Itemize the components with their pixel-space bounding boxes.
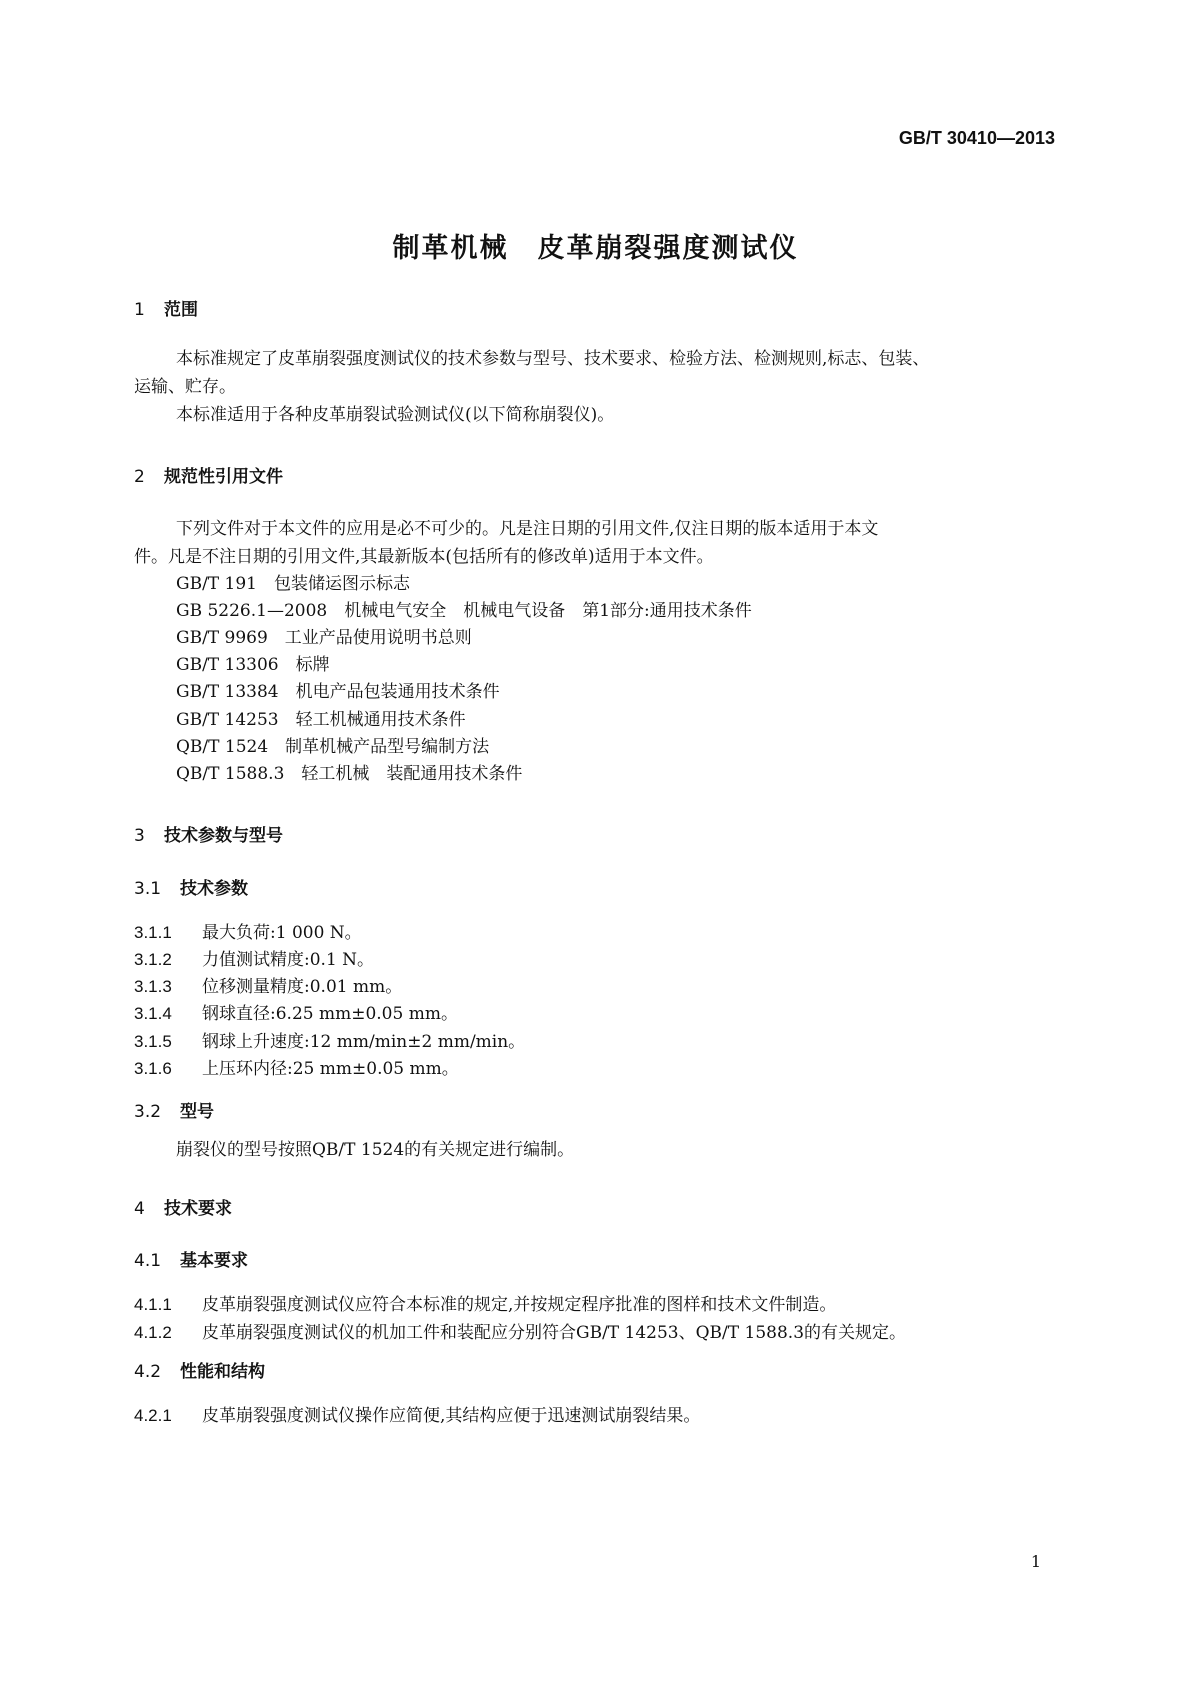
paragraph: 本标准适用于各种皮革崩裂试验测试仪(以下简称崩裂仪)。 bbox=[176, 405, 615, 425]
clause-number: 4.1.1 bbox=[134, 1295, 172, 1314]
subsection-4-2-heading bbox=[134, 1357, 265, 1382]
page-number: 1 bbox=[1030, 1552, 1041, 1571]
section-1-heading bbox=[134, 295, 198, 320]
clause-number: 3.1.3 bbox=[134, 977, 172, 996]
subsection-title: 性能和结构 bbox=[180, 1362, 265, 1382]
subsection-number: 3.1 bbox=[134, 879, 162, 899]
clause bbox=[134, 999, 458, 1024]
reference-item: GB/T 14253 轻工机械通用技术条件 bbox=[176, 710, 466, 730]
section-title: 范围 bbox=[164, 300, 198, 320]
subsection-4-1-heading bbox=[134, 1246, 248, 1271]
paragraph: 运输、贮存。 bbox=[134, 377, 236, 397]
paragraph: 件。凡是不注日期的引用文件,其最新版本(包括所有的修改单)适用于本文件。 bbox=[134, 547, 714, 567]
clause bbox=[134, 918, 362, 943]
clause-text: 钢球直径:6.25 mm±0.05 mm。 bbox=[202, 1004, 458, 1024]
clause-text: 皮革崩裂强度测试仪应符合本标准的规定,并按规定程序批准的图样和技术文件制造。 bbox=[202, 1295, 837, 1315]
document-title: 制革机械 皮革崩裂强度测试仪 bbox=[392, 233, 799, 264]
section-4-heading bbox=[134, 1194, 232, 1219]
section-number: 2 bbox=[134, 467, 145, 487]
subsection-number: 4.1 bbox=[134, 1251, 162, 1271]
subsection-3-1-heading bbox=[134, 874, 248, 899]
clause-text: 皮革崩裂强度测试仪的机加工件和装配应分别符合GB/T 14253、QB/T 1588.3的有关规定。 bbox=[202, 1323, 907, 1343]
reference-item: GB 5226.1—2008 机械电气安全 机械电气设备 第1部分:通用技术条件 bbox=[176, 601, 752, 621]
paragraph: 本标准规定了皮革崩裂强度测试仪的技术参数与型号、技术要求、检验方法、检测规则,标志、包装、 bbox=[176, 349, 930, 369]
clause-text: 钢球上升速度:12 mm/min±2 mm/min。 bbox=[202, 1032, 526, 1052]
section-number: 1 bbox=[134, 300, 145, 320]
clause-number: 4.1.2 bbox=[134, 1323, 172, 1342]
clause bbox=[134, 1401, 700, 1426]
subsection-title: 型号 bbox=[180, 1102, 214, 1122]
clause-number: 4.2.1 bbox=[134, 1406, 172, 1425]
section-number: 4 bbox=[134, 1199, 145, 1219]
section-title: 技术参数与型号 bbox=[164, 826, 283, 846]
paragraph: 崩裂仪的型号按照QB/T 1524的有关规定进行编制。 bbox=[176, 1140, 575, 1160]
reference-item: QB/T 1588.3 轻工机械 装配通用技术条件 bbox=[176, 764, 523, 784]
clause bbox=[134, 1318, 906, 1343]
reference-item: GB/T 13306 标牌 bbox=[176, 655, 330, 675]
subsection-number: 4.2 bbox=[134, 1362, 162, 1382]
clause bbox=[134, 972, 402, 997]
section-3-heading bbox=[134, 821, 283, 846]
clause-text: 最大负荷:1 000 N。 bbox=[202, 923, 362, 943]
section-title: 技术要求 bbox=[164, 1199, 232, 1219]
clause-number: 3.1.5 bbox=[134, 1032, 172, 1051]
reference-item: QB/T 1524 制革机械产品型号编制方法 bbox=[176, 737, 490, 757]
standard-code: GB/T 30410—2013 bbox=[898, 128, 1055, 148]
paragraph: 下列文件对于本文件的应用是必不可少的。凡是注日期的引用文件,仅注日期的版本适用于本文 bbox=[176, 519, 879, 539]
clause-text: 力值测试精度:0.1 N。 bbox=[202, 950, 375, 970]
clause-number: 3.1.2 bbox=[134, 950, 172, 969]
clause-text: 皮革崩裂强度测试仪操作应简便,其结构应便于迅速测试崩裂结果。 bbox=[202, 1406, 701, 1426]
reference-item: GB/T 13384 机电产品包装通用技术条件 bbox=[176, 682, 500, 702]
clause-text: 位移测量精度:0.01 mm。 bbox=[202, 977, 403, 997]
section-2-heading bbox=[134, 462, 283, 487]
section-title: 规范性引用文件 bbox=[164, 467, 283, 487]
clause bbox=[134, 1290, 836, 1315]
reference-item: GB/T 191 包装储运图示标志 bbox=[176, 574, 410, 594]
clause-text: 上压环内径:25 mm±0.05 mm。 bbox=[202, 1059, 459, 1079]
clause bbox=[134, 1054, 459, 1079]
clause bbox=[134, 945, 374, 970]
clause-number: 3.1.4 bbox=[134, 1004, 172, 1023]
subsection-number: 3.2 bbox=[134, 1102, 162, 1122]
clause bbox=[134, 1027, 525, 1052]
section-number: 3 bbox=[134, 826, 145, 846]
subsection-title: 技术参数 bbox=[180, 879, 248, 899]
subsection-title: 基本要求 bbox=[180, 1251, 248, 1271]
clause-number: 3.1.6 bbox=[134, 1059, 172, 1078]
subsection-3-2-heading bbox=[134, 1097, 214, 1122]
clause-number: 3.1.1 bbox=[134, 923, 172, 942]
reference-item: GB/T 9969 工业产品使用说明书总则 bbox=[176, 628, 472, 648]
